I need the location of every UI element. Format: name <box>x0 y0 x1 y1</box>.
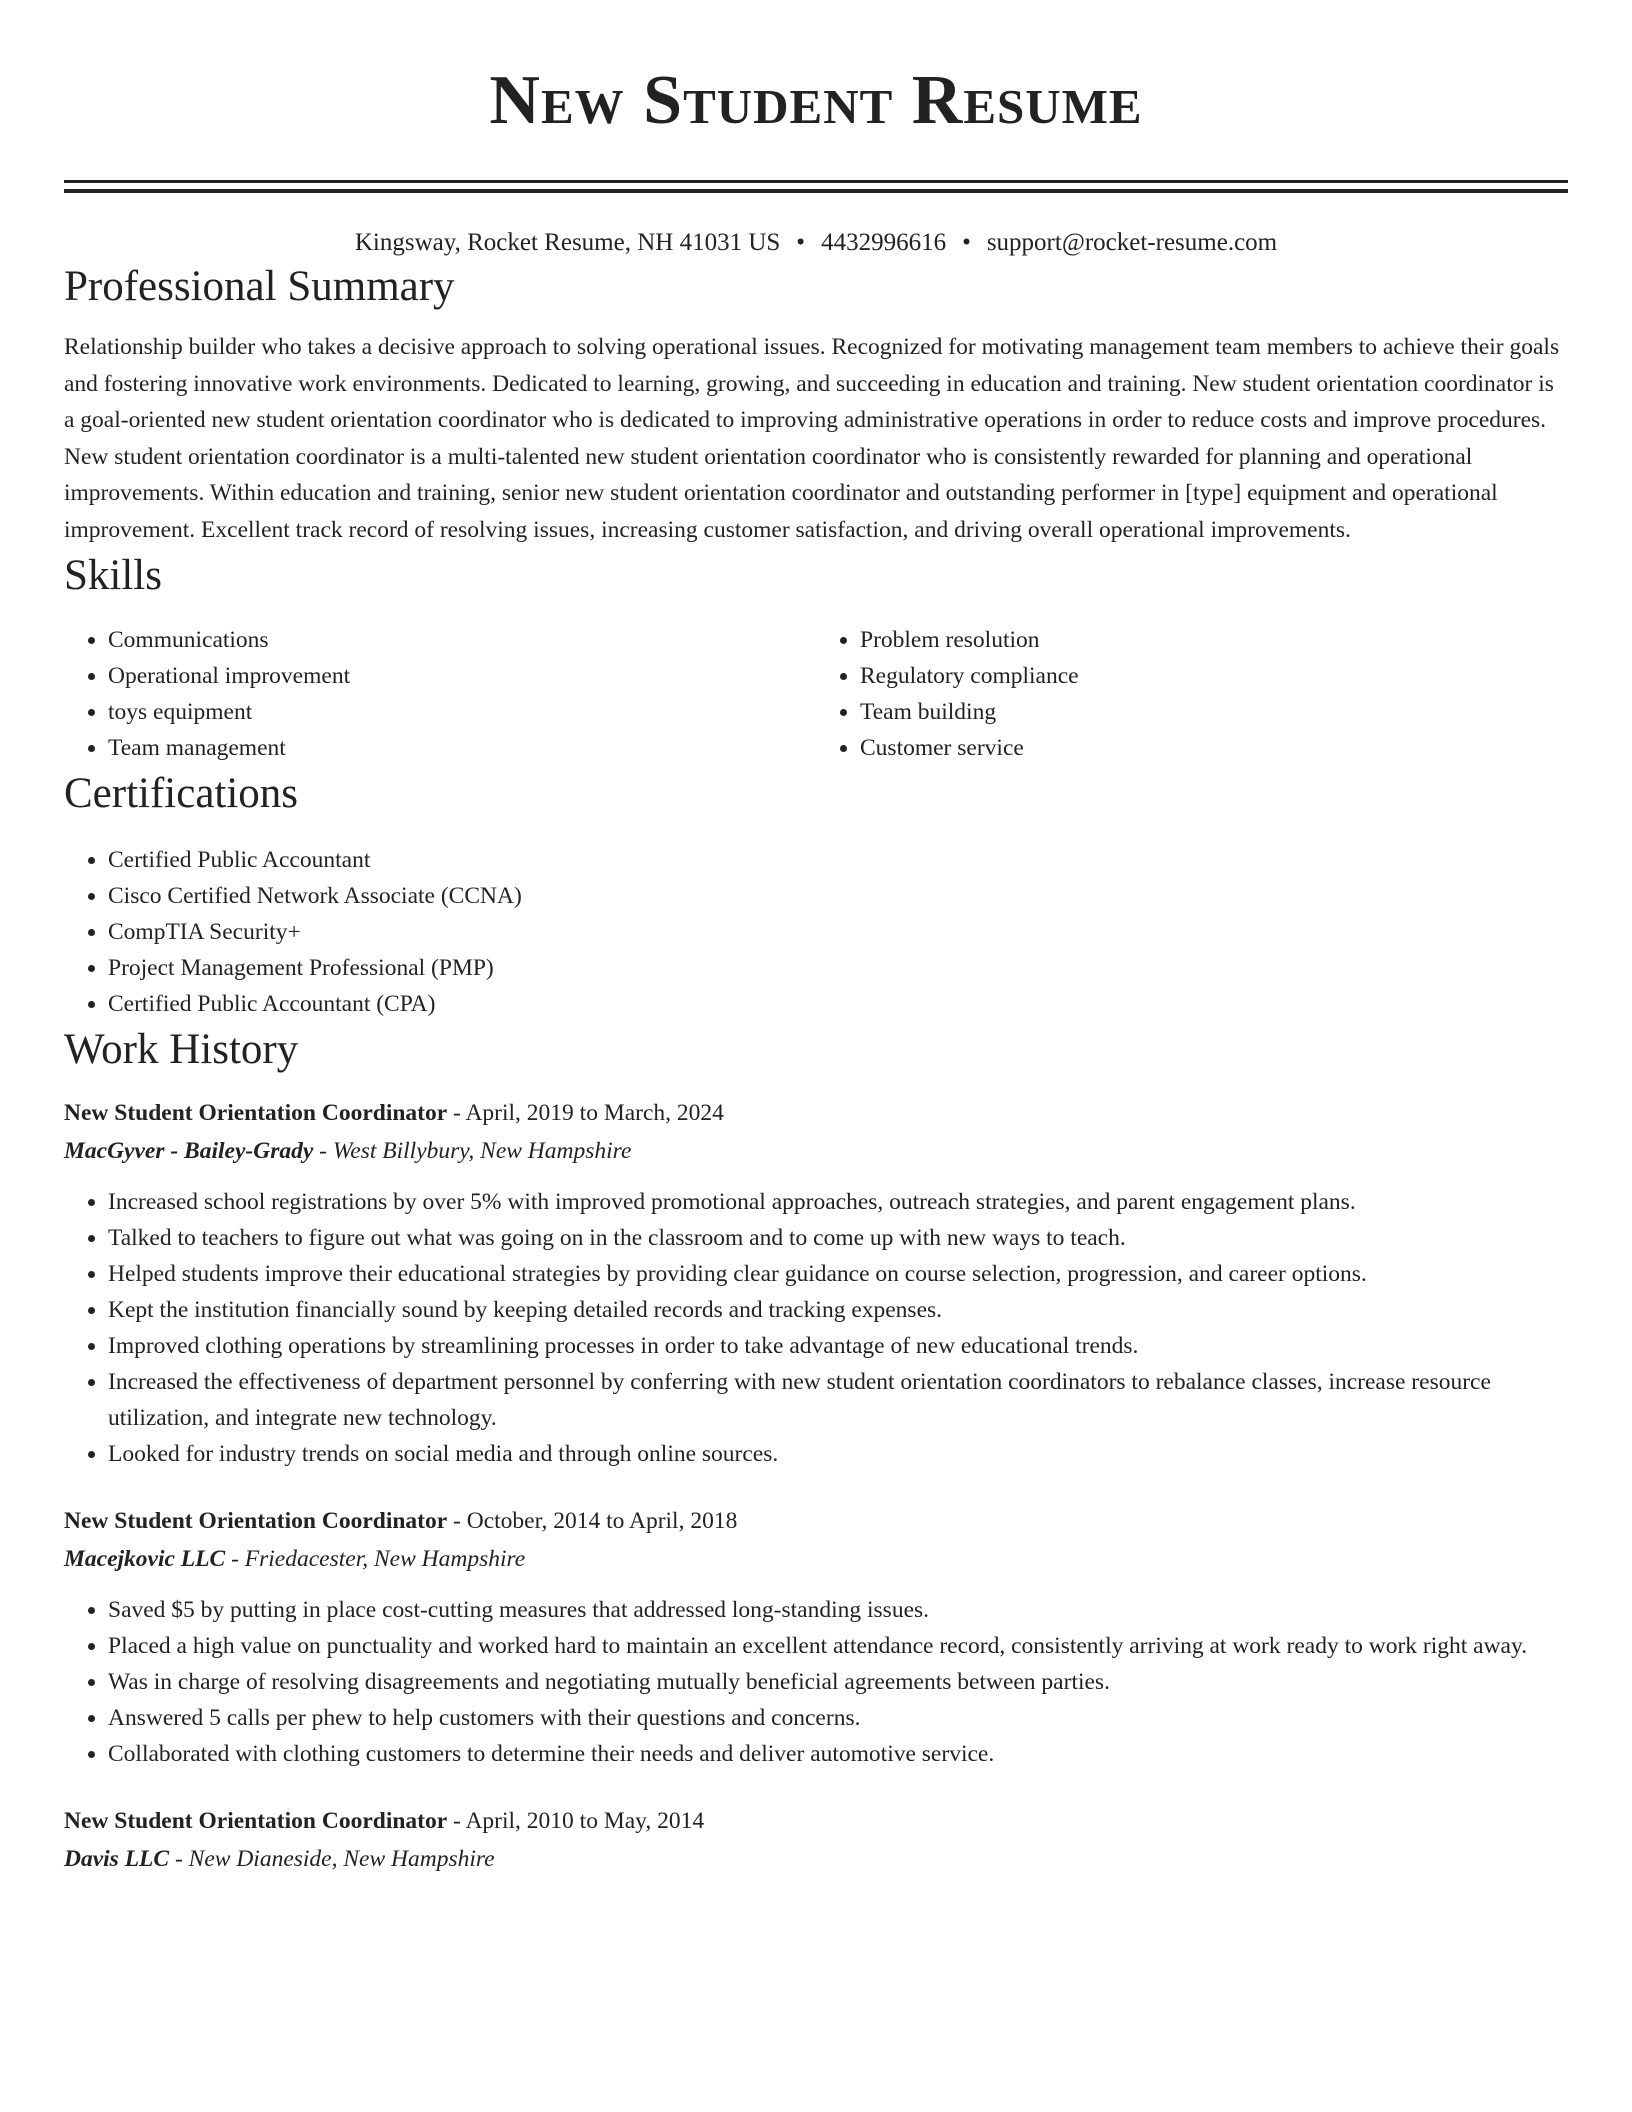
contact-phone: 4432996616 <box>821 229 947 256</box>
duty-item: • Answered 5 calls per phew to help customers with their questions and concerns. <box>108 1700 1568 1736</box>
contact-address: Kingsway, Rocket Resume, NH 41031 US <box>354 229 781 256</box>
skill-item: • toys equipment <box>108 694 816 730</box>
work-history-heading: Work History <box>64 1026 299 1073</box>
contact-line <box>64 227 1568 259</box>
job-duties <box>64 1592 1568 1772</box>
duty-item: • Collaborated with clothing customers to determine their needs and deliver automotive service. <box>108 1736 1568 1772</box>
summary-heading: Professional Summary <box>64 263 455 310</box>
skills-heading: Skills <box>64 552 162 599</box>
certification-item: • Project Management Professional (PMP) <box>108 950 1568 986</box>
certification-item: • CompTIA Security+ <box>108 914 1568 950</box>
contact-separator: • <box>796 229 806 256</box>
skill-item: • Communications <box>108 622 816 658</box>
job-duties <box>64 1184 1568 1472</box>
resume-name: New Student Resume <box>489 62 1143 139</box>
job-location: - Friedacester, New Hampshire <box>225 1546 526 1572</box>
skill-item: • Customer service <box>860 730 1568 766</box>
job-header <box>64 1502 1568 1540</box>
job-header <box>64 1094 1568 1132</box>
certification-item: • Certified Public Accountant <box>108 842 1568 878</box>
job-entry <box>64 1094 1568 1472</box>
job-company: Davis LLC <box>64 1846 170 1872</box>
duty-item: • Saved $5 by putting in place cost-cutting measures that addressed long-standing issues. <box>108 1592 1568 1628</box>
skills-list-right <box>816 622 1568 766</box>
certification-item: • Cisco Certified Network Associate (CCNA) <box>108 878 1568 914</box>
certifications-heading: Certifications <box>64 770 299 817</box>
job-employer <box>64 1132 1568 1170</box>
job-location: - West Billybury, New Hampshire <box>313 1138 632 1164</box>
job-location: - New Dianeside, New Hampshire <box>169 1846 495 1872</box>
job-dates: - April, 2019 to March, 2024 <box>447 1100 724 1126</box>
header-rule-bottom <box>64 189 1568 193</box>
job-company: MacGyver - Bailey-Grady <box>64 1138 314 1164</box>
job-entry <box>64 1802 1568 1878</box>
contact-email: support@rocket-resume.com <box>986 229 1278 256</box>
job-employer <box>64 1540 1568 1578</box>
duty-item: • Kept the institution financially sound by keeping detailed records and tracking expenses. <box>108 1292 1568 1328</box>
job-dates: - October, 2014 to April, 2018 <box>447 1508 738 1534</box>
summary-text: Relationship builder who takes a decisive approach to solving operational issues. Recognized for motivating management team members to achieve their goals and fostering innovative work environments. Dedicated to learning, growing, and succeeding in education and training. New student orientation coordinator is a goal-oriented new student orientation coordinator who is dedicated to improving administrative operations in order to reduce costs and improve procedures. New student orientation coordinator is a multi-talented new student orientation coordinator who is consistently rewarded for planning and operational improvements. Within education and training, senior new student orientation coordinator and outstanding performer in [type] equipment and operational improvement. Excellent track record of resolving issues, increasing customer satisfaction, and driving overall operational improvements. <box>64 334 1560 543</box>
duty-item: • Was in charge of resolving disagreements and negotiating mutually beneficial agreements between parties. <box>108 1664 1568 1700</box>
skills-list-left <box>64 622 816 766</box>
job-title: New Student Orientation Coordinator <box>64 1508 448 1534</box>
job-header <box>64 1802 1568 1840</box>
skill-item: • Team building <box>860 694 1568 730</box>
job-title: New Student Orientation Coordinator <box>64 1808 448 1834</box>
job-entry <box>64 1502 1568 1772</box>
duty-item: • Looked for industry trends on social media and through online sources. <box>108 1436 1568 1472</box>
duty-item: • Increased school registrations by over 5% with improved promotional approaches, outreach strategies, and parent engagement plans. <box>108 1184 1568 1220</box>
duty-item: • Improved clothing operations by streamlining processes in order to take advantage of new educational trends. <box>108 1328 1568 1364</box>
job-employer <box>64 1840 1568 1878</box>
skills-columns <box>64 622 1568 766</box>
header-rule-top <box>64 180 1568 183</box>
duty-item: • Placed a high value on punctuality and worked hard to maintain an excellent attendance record, consistently arriving at work ready to work right away. <box>108 1628 1568 1664</box>
duty-item: • Increased the effectiveness of department personnel by conferring with new student orientation coordinators to rebalance classes, increase resource utilization, and integrate new technology. <box>108 1364 1568 1436</box>
skill-item: • Operational improvement <box>108 658 816 694</box>
certifications-list <box>64 842 1568 1022</box>
duty-item: • Helped students improve their educational strategies by providing clear guidance on course selection, progression, and career options. <box>108 1256 1568 1292</box>
skill-item: • Team management <box>108 730 816 766</box>
job-company: Macejkovic LLC <box>64 1546 226 1572</box>
job-dates: - April, 2010 to May, 2014 <box>447 1808 705 1834</box>
skill-item: • Problem resolution <box>860 622 1568 658</box>
duty-item: • Talked to teachers to figure out what was going on in the classroom and to come up with new ways to teach. <box>108 1220 1568 1256</box>
certification-item: • Certified Public Accountant (CPA) <box>108 986 1568 1022</box>
job-title: New Student Orientation Coordinator <box>64 1100 448 1126</box>
skill-item: • Regulatory compliance <box>860 658 1568 694</box>
resume-page <box>64 0 1568 1878</box>
contact-separator: • <box>962 229 971 256</box>
